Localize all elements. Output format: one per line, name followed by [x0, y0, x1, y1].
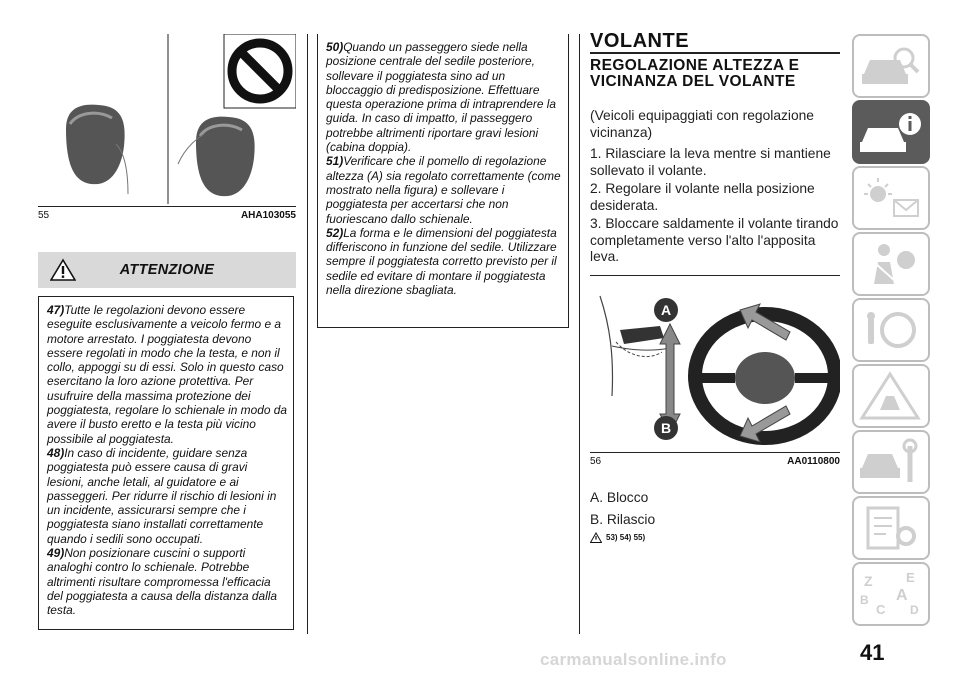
- note-text: In caso di incidente, guidare senza poggiatesta può essere causa di gravi lesioni, anche letali, al guidatore e ai passeggeri. Per ridurre il rischio di lesioni in un incidente, assicurarsi sempre che i poggiatesta siano installati correttamente quando i sedili sono occupati.: [47, 445, 277, 546]
- tab-maintenance[interactable]: [852, 430, 930, 494]
- index-letters-icon: [854, 564, 928, 624]
- tab-warning-lights[interactable]: [852, 166, 930, 230]
- warning-notes: [38, 296, 294, 630]
- tab-index[interactable]: [852, 562, 930, 626]
- warning-refs: [590, 532, 645, 543]
- warning-triangle-icon: [590, 532, 602, 543]
- tab-emergency[interactable]: [852, 364, 930, 428]
- seatbelt-airbag-icon: [854, 234, 928, 294]
- note-text: Non posizionare cuscini o supporti analoghi contro lo schienale. Potrebbe altrimenti risultare compromessa l'efficacia del poggiatesta a causa della distanza dalla testa.: [47, 546, 278, 618]
- note-ref: 51): [326, 154, 344, 169]
- warning-notes-continued: [317, 34, 569, 328]
- step-3: 3. Bloccare saldamente il volante tirando completamente verso l'alto l'apposita leva.: [590, 216, 839, 264]
- tab-technical-data[interactable]: [852, 496, 930, 560]
- figure-code: AA0110800: [787, 456, 840, 467]
- warning-note-48: [47, 446, 287, 546]
- column-divider: [579, 34, 580, 634]
- note-ref: 52): [326, 225, 344, 240]
- svg-text:Z: Z: [864, 573, 873, 589]
- section-title-rule: [590, 52, 840, 54]
- svg-text:E: E: [906, 570, 915, 585]
- warning-note-50: [326, 40, 562, 154]
- warning-note-47: [47, 303, 287, 446]
- legend-a: A. Blocco: [590, 490, 649, 505]
- figure-label-a: A: [660, 302, 672, 318]
- note-text: Quando un passeggero siede nella posizione centrale del sedile posteriore, sollevare il poggiatesta sino ad un bloccaggio di predisposizione. Effettuare questa operazione prima di intraprendere la guida. In caso di impatto, il passeggero potrebbe altrimenti riportare gravi lesioni (cabina doppia).: [326, 40, 557, 155]
- car-wrench-icon: [854, 432, 928, 492]
- warning-road-icon: [854, 366, 928, 426]
- tab-dashboard-knowledge[interactable]: [852, 34, 930, 98]
- watermark: carmanualsonline.info: [540, 650, 727, 669]
- note-ref: 47): [47, 303, 65, 317]
- warning-refs-text: 53) 54) 55): [606, 533, 646, 542]
- tab-vehicle-info-active[interactable]: [852, 100, 930, 164]
- step-1: 1. Rilasciare la leva mentre si mantiene sollevato il volante.: [590, 146, 831, 178]
- note-text: Tutte le regolazioni devono essere eseguite esclusivamente a veicolo fermo e a motore arrestato. I poggiatesta devono essere regolati in modo che la testa, e non il collo, appoggi su di essi. Solo in questo caso esercitano la loro azione protettiva. Per usufruire della massima protezione dei poggiatesta, regolare lo schienale in modo da avere il busto eretto e la testa più vicino possibile al poggiatesta.: [47, 303, 287, 446]
- subsection-title: REGOLAZIONE ALTEZZA E VICINANZA DEL VOLANTE: [590, 57, 800, 90]
- tab-starting-driving[interactable]: [852, 298, 930, 362]
- warning-lights-icon: [854, 168, 928, 228]
- intro-text: (Veicoli equipaggiati con regolazione vicinanza): [590, 108, 814, 140]
- tab-safety[interactable]: [852, 232, 930, 296]
- svg-text:D: D: [910, 603, 919, 617]
- note-text: La forma e le dimensioni del poggiatesta differiscono in funzione del sedile. Utilizzare sempre il poggiatesta corretto previsto per il sedile ed evitare di montare il poggiatesta nella direzione sbagliata.: [326, 225, 557, 298]
- figure-56-steering-adjustment: [590, 286, 840, 448]
- legend-b: B. Rilascio: [590, 512, 656, 527]
- step-2: 2. Regolare il volante nella posizione desiderata.: [590, 181, 815, 213]
- column-divider: [307, 34, 308, 634]
- figure-label-b: B: [660, 420, 672, 436]
- note-ref: 50): [326, 40, 344, 54]
- figure-number: 56: [590, 456, 602, 467]
- car-info-icon: [854, 102, 928, 162]
- figure-number: 55: [38, 210, 50, 221]
- svg-text:C: C: [876, 602, 886, 617]
- figure-code: AHA103055: [240, 210, 296, 221]
- figure-55-headrest: [38, 34, 296, 204]
- svg-text:A: A: [896, 587, 908, 604]
- note-ref: 48): [47, 445, 65, 460]
- warning-title: ATTENZIONE: [119, 262, 215, 278]
- note-text: Verificare che il pomello di regolazione altezza (A) sia regolato correttamente (come mostrato nella figura) e sollevare i poggiatesta per accertarsi che non fuoriescano dallo schienale.: [326, 154, 561, 226]
- warning-header: [38, 252, 296, 288]
- warning-note-51: [326, 154, 562, 225]
- warning-note-52: [326, 226, 562, 297]
- figure-55-caption: [38, 206, 296, 221]
- section-title: VOLANTE: [590, 30, 690, 52]
- svg-text:B: B: [860, 593, 869, 607]
- page-number: 41: [860, 640, 885, 665]
- figure-56-caption: [590, 452, 840, 467]
- figure-56-top-rule: [590, 275, 840, 276]
- steering-key-icon: [854, 300, 928, 360]
- note-ref: 49): [47, 546, 65, 561]
- document-gear-icon: [854, 498, 928, 558]
- car-magnifier-icon: [854, 36, 928, 96]
- warning-note-49: [47, 546, 287, 617]
